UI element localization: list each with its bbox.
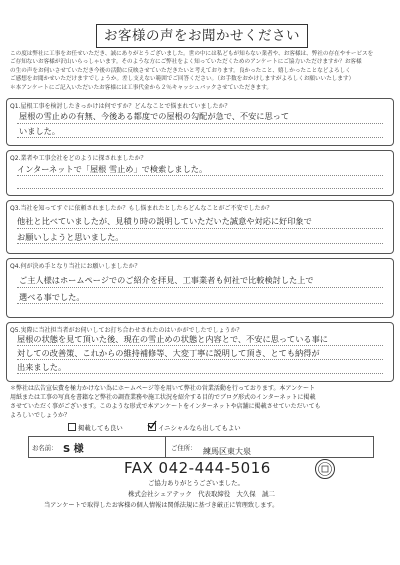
notice-line: ＊弊社は広告宣伝費を極力かけない為にホームページ等を用いて弊社の営業活動を行っております。本アンケート [10,385,316,392]
answer-text: 他社と比べていましたが、見積り時の説明していただいた誠意や対応に好印象で [17,216,312,226]
address-value: 練馬区東大泉 [203,447,251,456]
name-value: S 様 [63,444,84,455]
answer-text: ご主人様はホームページでのご紹介を拝見、工事業者も何社で比較検討した上で [19,275,314,285]
notice-line: よろしいでしょうか？ [10,412,71,419]
question-box-q2 [6,150,394,196]
name-address-box [28,436,374,458]
answer-text: 選べる事でした。 [19,292,85,302]
page-title: お客様の声をお聞かせください [96,24,308,48]
privacy-note: 当アンケートで取得したお客様の個人情報は関係法規に基づき厳正に管理致します。 [44,502,279,509]
question-box-q1 [6,98,394,146]
answer-text: インターネットで「屋根 雪止め」で検索しました。 [17,164,208,174]
company-stamp-icon [314,458,336,480]
question-box-q5 [6,322,394,382]
intro-text [10,50,392,92]
question-label: Q2.業者や工事会社をどのように探されましたか？ [10,155,147,162]
publishing-notice [10,384,392,420]
checkmark-icon [147,420,157,430]
question-box-q4 [6,258,394,318]
notice-line: 用紙または工事の写真を書籍など弊社の調査業務や施工状況を紹介する目的でブログ形式のインターネットに掲載 [10,394,316,401]
answer-text: いました。 [19,126,60,136]
answer-text: 対しての改善策、これからの維持補修等、大変丁寧に説明して頂き、とても納得が [17,348,320,358]
consent-option-yes[interactable] [148,423,241,432]
intro-line: ＊本アンケートにご記入いただいたお客様には工事代金から２％キャッシュバックさせていただきます。 [10,84,273,91]
thanks-text: ご協力ありがとうございました。 [148,479,244,487]
consent-option-label: 掲載しても良い [78,424,123,432]
intro-line: の生の声をお伺いさせていただき今後の活動に反映させていただきたいと考えております。良かったこと、嬉しかったことなどよろしく [10,67,351,74]
question-label: Q3.当社を知ってすぐに依頼されましたか？もし悩まれたとしたらどんなことがご不安でしたか？ [10,205,273,212]
consent-option-label: イニシャルなら出してもよい [158,424,241,432]
consent-option-no[interactable] [68,423,123,432]
intro-line: この度は弊社に工事をお任せいただき、誠にありがとうございました。世の中には私どもが知らない業者や、お客様は、弊社の存在やサービスを [10,51,374,57]
question-box-q3 [6,200,394,254]
fax-number: FAX 042-444-5016 [124,459,271,477]
name-label: お名前： [32,444,58,452]
company-name: 株式会社シェアテック 代表取締役 大久保 誠二 [128,490,275,498]
question-label: Q1.屋根工事を検討したきっかけは何ですか？どんなことで悩まれていましたか？ [10,103,231,110]
answer-text: 屋根の雪止めの有無、今後ある都度での屋根の勾配が急で、不安に思って [19,111,290,121]
question-label: Q4.何が決め手となり当社にお願いしましたか？ [10,263,141,270]
answer-text: 屋根の状態を見て頂いた後、現在の雪止めの状態と内容とで、不安に思っている事に [17,334,328,344]
notice-line: させていただく事がございます。このような形式で本アンケートをインターネットや店舗に掲載させていただいても [10,403,321,410]
intro-line: ご感想をお聞かせいただけますでしょうか。差し支えない範囲でご回答ください。（お手数をおかけしますがよろしくお願いいたします） [10,76,355,83]
address-label: ご住所： [171,444,197,452]
answer-text: 出来ました。 [17,362,67,372]
checkbox[interactable] [68,423,76,431]
intro-line: ご存知ないお客様が沢山いらっしゃいます。そのような方にご弊社をよく知っていただくためのアンケートにご協力いただけますか？お客様 [10,59,362,66]
answer-text: お願いしようと思いました。 [17,232,124,242]
question-label: Q5.実際に当社担当者がお伺いしてお打ち合わせされたのはいかがでしたでしょうか？ [10,327,243,334]
